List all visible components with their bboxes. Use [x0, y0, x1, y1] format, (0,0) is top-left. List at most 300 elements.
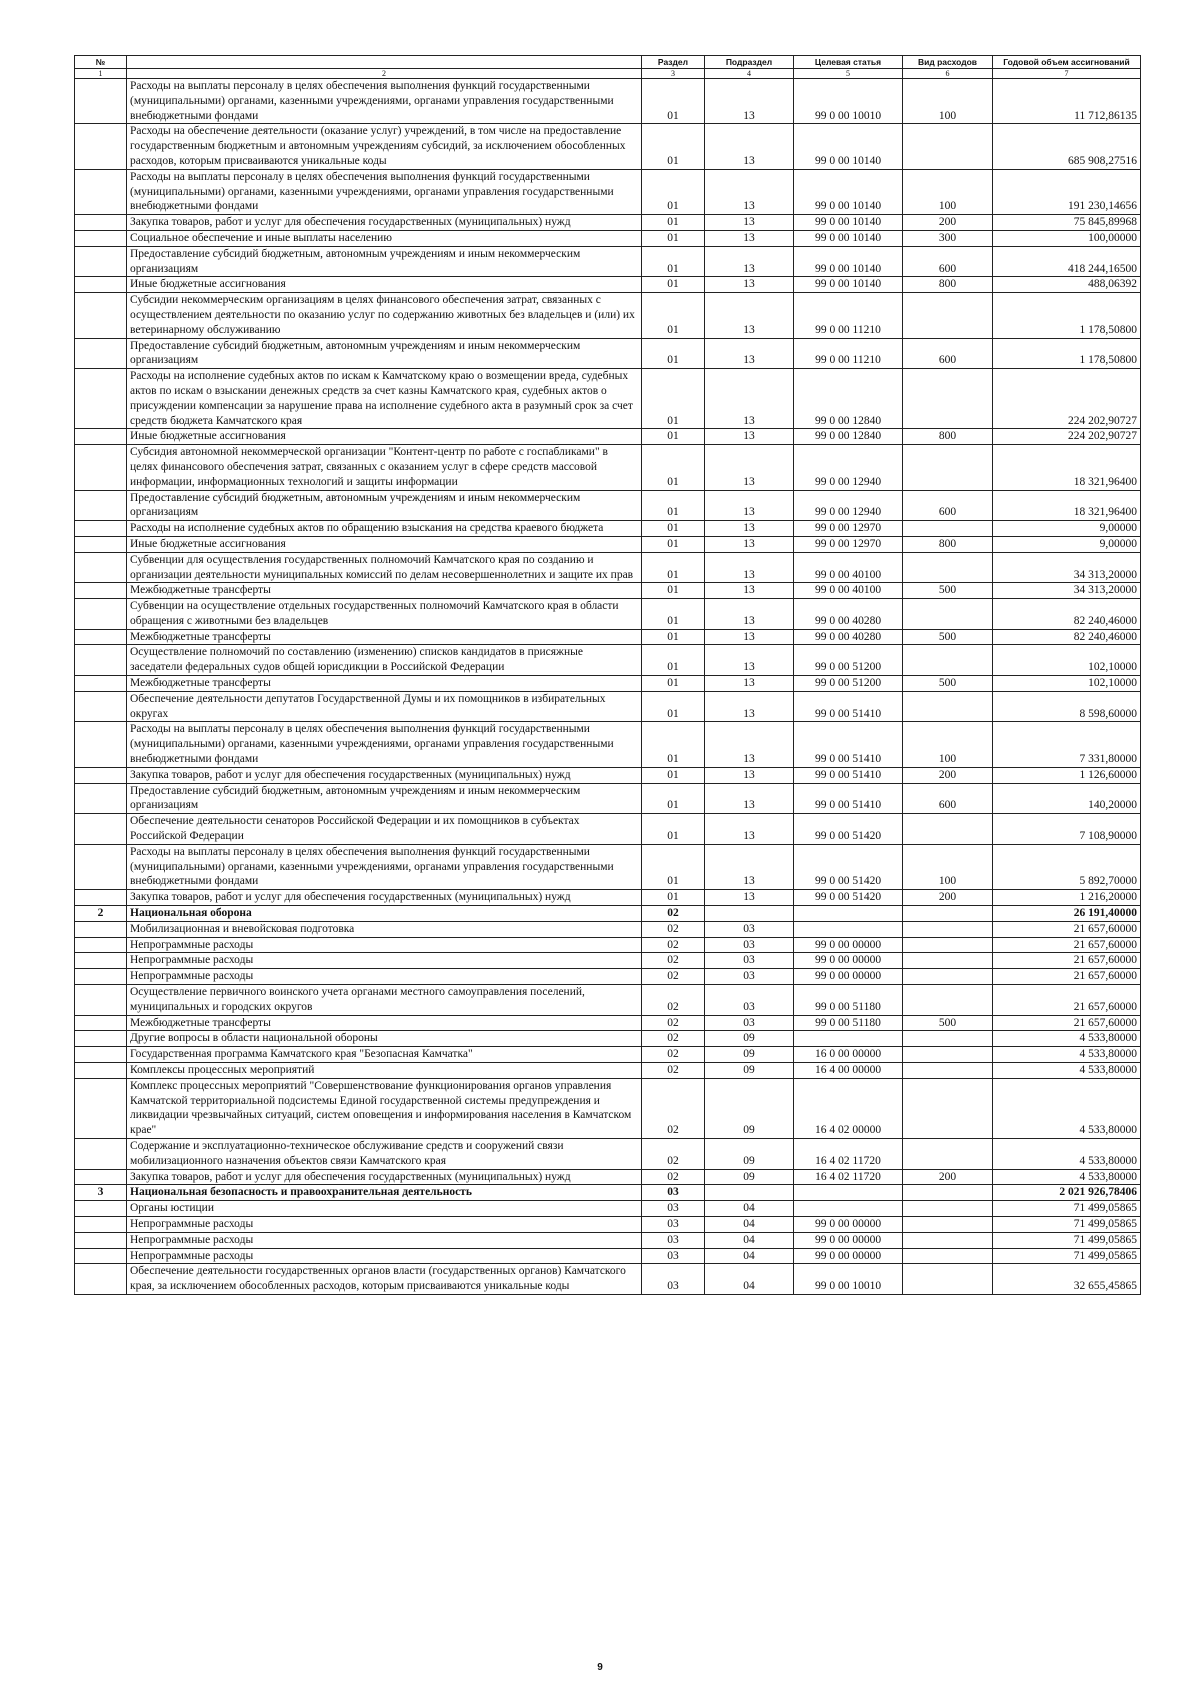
row-razdel: 01 [642, 369, 705, 429]
row-podrazdel: 13 [705, 536, 794, 552]
row-number [75, 230, 127, 246]
column-number: 6 [903, 69, 993, 79]
row-celevaya-statya: 99 0 00 51410 [794, 722, 903, 767]
row-number [75, 767, 127, 783]
row-podrazdel: 03 [705, 969, 794, 985]
row-podrazdel: 13 [705, 215, 794, 231]
row-name: Национальная безопасность и правоохранительная деятельность [127, 1185, 642, 1201]
row-razdel: 02 [642, 985, 705, 1016]
row-celevaya-statya: 99 0 00 12940 [794, 445, 903, 490]
row-podrazdel: 09 [705, 1138, 794, 1169]
row-amount: 4 533,80000 [993, 1138, 1141, 1169]
row-amount: 21 657,60000 [993, 969, 1141, 985]
row-name: Расходы на исполнение судебных актов по искам к Камчатскому краю о возмещении вреда, судебных актов по искам о взыскании денежных средств за счет казны Камчатского края, судебных актов о присуждении компенсации за нарушение права на исполнение судебного акта в разумный срок за счет средств бюджета Камчатского края [127, 369, 642, 429]
row-amount: 102,10000 [993, 645, 1141, 676]
row-name: Закупка товаров, работ и услуг для обеспечения государственных (муниципальных) нужд [127, 1169, 642, 1185]
row-number [75, 937, 127, 953]
row-podrazdel: 03 [705, 1015, 794, 1031]
row-vid-rashodov [903, 521, 993, 537]
row-amount: 71 499,05865 [993, 1232, 1141, 1248]
row-amount: 34 313,20000 [993, 583, 1141, 599]
table-row [75, 1216, 1141, 1232]
row-amount: 34 313,20000 [993, 552, 1141, 583]
row-celevaya-statya: 99 0 00 12970 [794, 536, 903, 552]
row-vid-rashodov [903, 953, 993, 969]
row-name: Субсидии некоммерческим организациям в целях финансового обеспечения затрат, связанных с осуществлением деятельности по оказанию услуг по содержанию животных без владельцев и (или) их ветеринарному обслуживанию [127, 293, 642, 338]
row-razdel: 01 [642, 215, 705, 231]
row-podrazdel: 13 [705, 124, 794, 169]
row-amount: 1 126,60000 [993, 767, 1141, 783]
table-row [75, 783, 1141, 814]
row-name: Закупка товаров, работ и услуг для обеспечения государственных (муниципальных) нужд [127, 215, 642, 231]
table-row [75, 79, 1141, 124]
row-number [75, 369, 127, 429]
row-celevaya-statya: 99 0 00 10140 [794, 169, 903, 214]
row-podrazdel: 03 [705, 937, 794, 953]
row-razdel: 01 [642, 691, 705, 722]
header-name [127, 56, 642, 69]
row-amount: 1 178,50800 [993, 338, 1141, 369]
row-podrazdel: 03 [705, 985, 794, 1016]
row-celevaya-statya: 99 0 00 12840 [794, 369, 903, 429]
row-vid-rashodov: 300 [903, 230, 993, 246]
row-celevaya-statya: 99 0 00 40280 [794, 629, 903, 645]
table-row [75, 338, 1141, 369]
row-name: Осуществление первичного воинского учета органами местного самоуправления поселений, муниципальных и городских округов [127, 985, 642, 1016]
row-celevaya-statya: 99 0 00 10010 [794, 79, 903, 124]
row-name: Непрограммные расходы [127, 969, 642, 985]
page-number: 9 [597, 1662, 603, 1673]
row-vid-rashodov: 600 [903, 490, 993, 521]
row-vid-rashodov [903, 814, 993, 845]
row-number [75, 79, 127, 124]
table-row [75, 215, 1141, 231]
row-amount: 9,00000 [993, 536, 1141, 552]
header-podrazdel: Подраздел [705, 56, 794, 69]
row-celevaya-statya: 99 0 00 51180 [794, 1015, 903, 1031]
row-vid-rashodov: 800 [903, 536, 993, 552]
row-razdel: 01 [642, 783, 705, 814]
row-number [75, 676, 127, 692]
column-number: 4 [705, 69, 794, 79]
table-row [75, 1185, 1141, 1201]
row-vid-rashodov [903, 969, 993, 985]
row-podrazdel: 04 [705, 1201, 794, 1217]
row-number [75, 445, 127, 490]
table-row [75, 230, 1141, 246]
row-vid-rashodov: 800 [903, 277, 993, 293]
table-row [75, 906, 1141, 922]
row-razdel: 01 [642, 230, 705, 246]
row-amount: 224 202,90727 [993, 429, 1141, 445]
row-amount: 140,20000 [993, 783, 1141, 814]
row-podrazdel: 13 [705, 293, 794, 338]
row-vid-rashodov [903, 645, 993, 676]
table-row [75, 1264, 1141, 1295]
row-amount: 71 499,05865 [993, 1216, 1141, 1232]
row-amount: 21 657,60000 [993, 1015, 1141, 1031]
row-razdel: 02 [642, 1031, 705, 1047]
row-name: Непрограммные расходы [127, 1248, 642, 1264]
row-name: Расходы на выплаты персоналу в целях обеспечения выполнения функций государственными (муниципальными) органами, казенными учреждениями, органами управления государственными внебюджетными фондами [127, 844, 642, 889]
row-number [75, 293, 127, 338]
row-celevaya-statya: 99 0 00 12970 [794, 521, 903, 537]
row-amount: 18 321,96400 [993, 445, 1141, 490]
table-row [75, 169, 1141, 214]
row-celevaya-statya: 99 0 00 40100 [794, 583, 903, 599]
table-row [75, 814, 1141, 845]
row-amount: 7 331,80000 [993, 722, 1141, 767]
row-vid-rashodov [903, 1031, 993, 1047]
row-number [75, 583, 127, 599]
row-celevaya-statya: 99 0 00 51410 [794, 767, 903, 783]
column-number: 7 [993, 69, 1141, 79]
row-number [75, 1047, 127, 1063]
row-name: Содержание и эксплуатационно-техническое обслуживание средств и сооружений связи мобилизационного назначения объектов связи Камчатского края [127, 1138, 642, 1169]
row-razdel: 03 [642, 1201, 705, 1217]
row-number [75, 722, 127, 767]
row-name: Обеспечение деятельности депутатов Государственной Думы и их помощников в избирательных округах [127, 691, 642, 722]
row-number [75, 691, 127, 722]
row-amount: 224 202,90727 [993, 369, 1141, 429]
row-name: Обеспечение деятельности государственных органов власти (государственных органов) Камчатского края, за исключением обособленных расходов, которым присваиваются уникальные коды [127, 1264, 642, 1295]
row-podrazdel: 13 [705, 79, 794, 124]
row-vid-rashodov [903, 552, 993, 583]
row-celevaya-statya: 99 0 00 51180 [794, 985, 903, 1016]
row-celevaya-statya: 99 0 00 10140 [794, 215, 903, 231]
header-razdel: Раздел [642, 56, 705, 69]
table-row [75, 1015, 1141, 1031]
row-razdel: 02 [642, 906, 705, 922]
row-celevaya-statya: 99 0 00 10140 [794, 124, 903, 169]
row-vid-rashodov [903, 1232, 993, 1248]
row-amount: 7 108,90000 [993, 814, 1141, 845]
row-podrazdel: 13 [705, 445, 794, 490]
row-podrazdel: 09 [705, 1078, 794, 1138]
table-row [75, 1169, 1141, 1185]
row-podrazdel: 13 [705, 583, 794, 599]
row-razdel: 02 [642, 1138, 705, 1169]
row-vid-rashodov: 600 [903, 338, 993, 369]
row-amount: 4 533,80000 [993, 1047, 1141, 1063]
table-row [75, 844, 1141, 889]
table-row [75, 1248, 1141, 1264]
row-name: Субвенции для осуществления государственных полномочий Камчатского края по созданию и организации деятельности муниципальных комиссий по делам несовершеннолетних и защите их прав [127, 552, 642, 583]
table-row [75, 536, 1141, 552]
row-razdel: 01 [642, 293, 705, 338]
row-name: Межбюджетные трансферты [127, 629, 642, 645]
row-vid-rashodov [903, 985, 993, 1016]
row-amount: 21 657,60000 [993, 937, 1141, 953]
row-vid-rashodov: 600 [903, 783, 993, 814]
row-amount: 4 533,80000 [993, 1169, 1141, 1185]
table-row [75, 937, 1141, 953]
row-podrazdel: 13 [705, 629, 794, 645]
row-podrazdel: 04 [705, 1216, 794, 1232]
row-vid-rashodov: 500 [903, 583, 993, 599]
row-number [75, 521, 127, 537]
row-celevaya-statya: 16 4 00 00000 [794, 1063, 903, 1079]
row-razdel: 01 [642, 338, 705, 369]
column-number: 1 [75, 69, 127, 79]
row-name: Органы юстиции [127, 1201, 642, 1217]
row-vid-rashodov [903, 1185, 993, 1201]
row-celevaya-statya: 99 0 00 00000 [794, 1232, 903, 1248]
row-celevaya-statya: 16 4 02 11720 [794, 1169, 903, 1185]
row-podrazdel: 09 [705, 1169, 794, 1185]
row-celevaya-statya: 99 0 00 51410 [794, 691, 903, 722]
row-number [75, 629, 127, 645]
row-number [75, 552, 127, 583]
row-razdel: 02 [642, 1169, 705, 1185]
row-razdel: 02 [642, 953, 705, 969]
row-name: Иные бюджетные ассигнования [127, 277, 642, 293]
row-podrazdel: 13 [705, 599, 794, 630]
row-number [75, 921, 127, 937]
row-name: Субсидия автономной некоммерческой организации "Контент-центр по работе с госпабликами" в целях финансового обеспечения затрат, связанных с оказанием услуг в сфере средств массовой информации, информационных технологий и защиты информации [127, 445, 642, 490]
row-vid-rashodov [903, 124, 993, 169]
row-number [75, 215, 127, 231]
row-name: Закупка товаров, работ и услуг для обеспечения государственных (муниципальных) нужд [127, 890, 642, 906]
row-amount: 4 533,80000 [993, 1078, 1141, 1138]
row-podrazdel [705, 906, 794, 922]
row-number [75, 1201, 127, 1217]
row-podrazdel [705, 1185, 794, 1201]
row-name: Расходы на исполнение судебных актов по обращению взыскания на средства краевого бюджета [127, 521, 642, 537]
row-vid-rashodov: 200 [903, 1169, 993, 1185]
row-razdel: 02 [642, 921, 705, 937]
row-amount: 21 657,60000 [993, 953, 1141, 969]
table-row [75, 277, 1141, 293]
row-amount: 418 244,16500 [993, 246, 1141, 277]
row-amount: 100,00000 [993, 230, 1141, 246]
row-razdel: 01 [642, 645, 705, 676]
row-number [75, 429, 127, 445]
row-celevaya-statya: 99 0 00 51420 [794, 814, 903, 845]
row-name: Осуществление полномочий по составлению (изменению) списков кандидатов в присяжные заседатели федеральных судов общей юрисдикции в Российской Федерации [127, 645, 642, 676]
row-name: Комплекс процессных мероприятий "Совершенствование функционирования органов управления Камчатской территориальной подсистемы Единой государственной системы предупреждения и ликвидации чрезвычайных ситуаций, систем оповещения и информирования населения в Камчатском крае" [127, 1078, 642, 1138]
row-vid-rashodov [903, 691, 993, 722]
row-amount: 2 021 926,78406 [993, 1185, 1141, 1201]
row-celevaya-statya: 16 4 02 00000 [794, 1078, 903, 1138]
row-razdel: 02 [642, 1047, 705, 1063]
table-row [75, 599, 1141, 630]
row-number [75, 969, 127, 985]
header-num: № [75, 56, 127, 69]
table-row [75, 1138, 1141, 1169]
table-row [75, 676, 1141, 692]
row-number: 3 [75, 1185, 127, 1201]
row-razdel: 01 [642, 583, 705, 599]
row-amount: 102,10000 [993, 676, 1141, 692]
table-row [75, 124, 1141, 169]
row-podrazdel: 13 [705, 429, 794, 445]
table-row [75, 645, 1141, 676]
row-vid-rashodov: 100 [903, 844, 993, 889]
row-razdel: 01 [642, 79, 705, 124]
table-row [75, 369, 1141, 429]
row-razdel: 01 [642, 429, 705, 445]
row-amount: 75 845,89968 [993, 215, 1141, 231]
row-podrazdel: 13 [705, 338, 794, 369]
row-vid-rashodov: 200 [903, 215, 993, 231]
row-name: Обеспечение деятельности сенаторов Российской Федерации и их помощников в субъектах Российской Федерации [127, 814, 642, 845]
row-celevaya-statya: 99 0 00 11210 [794, 338, 903, 369]
row-celevaya-statya: 99 0 00 00000 [794, 1248, 903, 1264]
row-number [75, 783, 127, 814]
row-amount: 21 657,60000 [993, 985, 1141, 1016]
row-amount: 18 321,96400 [993, 490, 1141, 521]
row-celevaya-statya [794, 921, 903, 937]
table-row [75, 985, 1141, 1016]
table-row [75, 890, 1141, 906]
row-number [75, 1015, 127, 1031]
row-amount: 191 230,14656 [993, 169, 1141, 214]
row-podrazdel: 09 [705, 1063, 794, 1079]
row-celevaya-statya [794, 906, 903, 922]
column-number-row [75, 69, 1141, 79]
row-razdel: 01 [642, 169, 705, 214]
row-number [75, 1169, 127, 1185]
row-name: Другие вопросы в области национальной обороны [127, 1031, 642, 1047]
row-podrazdel: 13 [705, 645, 794, 676]
table-row [75, 767, 1141, 783]
row-razdel: 01 [642, 490, 705, 521]
row-razdel: 02 [642, 1015, 705, 1031]
row-number [75, 338, 127, 369]
row-razdel: 02 [642, 1078, 705, 1138]
row-razdel: 03 [642, 1216, 705, 1232]
row-amount: 71 499,05865 [993, 1201, 1141, 1217]
table-row [75, 969, 1141, 985]
row-amount: 82 240,46000 [993, 599, 1141, 630]
row-vid-rashodov [903, 1047, 993, 1063]
table-row [75, 583, 1141, 599]
row-vid-rashodov [903, 1201, 993, 1217]
row-razdel: 01 [642, 445, 705, 490]
row-name: Иные бюджетные ассигнования [127, 536, 642, 552]
row-number [75, 536, 127, 552]
row-number [75, 844, 127, 889]
row-podrazdel: 13 [705, 369, 794, 429]
row-razdel: 01 [642, 814, 705, 845]
row-razdel: 01 [642, 277, 705, 293]
row-number [75, 1078, 127, 1138]
row-name: Межбюджетные трансферты [127, 1015, 642, 1031]
row-name: Непрограммные расходы [127, 1216, 642, 1232]
row-razdel: 01 [642, 629, 705, 645]
table-row [75, 246, 1141, 277]
row-podrazdel: 13 [705, 722, 794, 767]
row-name: Закупка товаров, работ и услуг для обеспечения государственных (муниципальных) нужд [127, 767, 642, 783]
header-celevaya: Целевая статья [794, 56, 903, 69]
row-vid-rashodov [903, 937, 993, 953]
row-razdel: 03 [642, 1232, 705, 1248]
row-podrazdel: 13 [705, 230, 794, 246]
row-podrazdel: 13 [705, 814, 794, 845]
row-celevaya-statya: 99 0 00 10140 [794, 277, 903, 293]
row-celevaya-statya: 16 4 02 11720 [794, 1138, 903, 1169]
row-celevaya-statya: 99 0 00 12840 [794, 429, 903, 445]
table-row [75, 1031, 1141, 1047]
row-podrazdel: 03 [705, 953, 794, 969]
row-name: Непрограммные расходы [127, 953, 642, 969]
row-number [75, 1264, 127, 1295]
row-amount: 8 598,60000 [993, 691, 1141, 722]
row-vid-rashodov: 100 [903, 79, 993, 124]
row-celevaya-statya: 99 0 00 51200 [794, 645, 903, 676]
column-number: 3 [642, 69, 705, 79]
row-number [75, 246, 127, 277]
row-amount: 11 712,86135 [993, 79, 1141, 124]
table-row [75, 445, 1141, 490]
row-razdel: 02 [642, 937, 705, 953]
row-razdel: 03 [642, 1264, 705, 1295]
table-row [75, 293, 1141, 338]
table-row [75, 1078, 1141, 1138]
row-razdel: 02 [642, 969, 705, 985]
table-row [75, 953, 1141, 969]
table-row [75, 429, 1141, 445]
table-row [75, 1232, 1141, 1248]
row-vid-rashodov [903, 1138, 993, 1169]
row-razdel: 02 [642, 1063, 705, 1079]
row-vid-rashodov [903, 369, 993, 429]
row-celevaya-statya: 99 0 00 51410 [794, 783, 903, 814]
row-number [75, 985, 127, 1016]
row-name: Межбюджетные трансферты [127, 676, 642, 692]
row-name: Непрограммные расходы [127, 937, 642, 953]
row-celevaya-statya: 99 0 00 51420 [794, 890, 903, 906]
row-vid-rashodov [903, 445, 993, 490]
row-name: Национальная оборона [127, 906, 642, 922]
row-amount: 4 533,80000 [993, 1031, 1141, 1047]
row-celevaya-statya [794, 1031, 903, 1047]
row-podrazdel: 13 [705, 169, 794, 214]
row-vid-rashodov: 500 [903, 676, 993, 692]
row-number [75, 599, 127, 630]
row-amount: 32 655,45865 [993, 1264, 1141, 1295]
row-vid-rashodov: 200 [903, 890, 993, 906]
table-row [75, 521, 1141, 537]
table-body [75, 79, 1141, 1295]
row-amount: 1 216,20000 [993, 890, 1141, 906]
row-name: Предоставление субсидий бюджетным, автономным учреждениям и иным некоммерческим организациям [127, 246, 642, 277]
row-razdel: 01 [642, 676, 705, 692]
row-number [75, 1138, 127, 1169]
row-podrazdel: 09 [705, 1031, 794, 1047]
row-vid-rashodov: 500 [903, 1015, 993, 1031]
row-podrazdel: 03 [705, 921, 794, 937]
row-podrazdel: 13 [705, 246, 794, 277]
row-celevaya-statya: 99 0 00 00000 [794, 1216, 903, 1232]
table-row [75, 1063, 1141, 1079]
row-number [75, 169, 127, 214]
row-amount: 488,06392 [993, 277, 1141, 293]
row-podrazdel: 13 [705, 552, 794, 583]
row-podrazdel: 04 [705, 1264, 794, 1295]
row-name: Расходы на выплаты персоналу в целях обеспечения выполнения функций государственными (муниципальными) органами, казенными учреждениями, органами управления государственными внебюджетными фондами [127, 722, 642, 767]
row-name: Расходы на обеспечение деятельности (оказание услуг) учреждений, в том числе на предоставление государственным бюджетным и автономным учреждениям субсидий, за исключением обособленных расходов, которым присваиваются уникальные коды [127, 124, 642, 169]
row-razdel: 01 [642, 246, 705, 277]
row-celevaya-statya: 99 0 00 00000 [794, 953, 903, 969]
header-vid: Вид расходов [903, 56, 993, 69]
row-vid-rashodov [903, 921, 993, 937]
row-number [75, 1063, 127, 1079]
row-number [75, 1248, 127, 1264]
row-celevaya-statya: 99 0 00 40280 [794, 599, 903, 630]
row-vid-rashodov: 100 [903, 169, 993, 214]
